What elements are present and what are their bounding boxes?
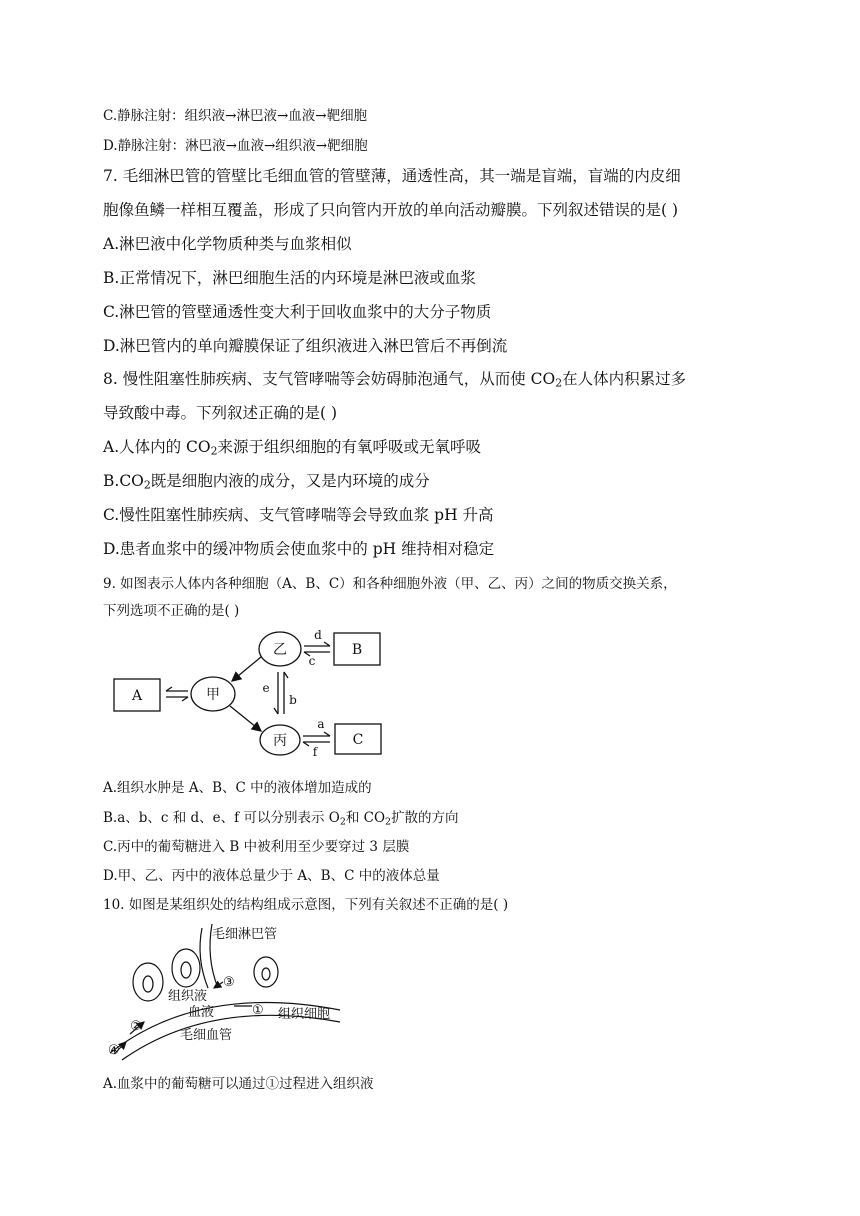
q7-option-c: C.淋巴管的管壁通透性变大利于回收血浆中的大分子物质 xyxy=(103,303,492,321)
label-c: C xyxy=(352,732,364,748)
q8-stem-subscript: 2 xyxy=(555,376,563,390)
label-tissue-cell: 组织细胞 xyxy=(278,1007,331,1022)
q9-option-b-part3: 扩散的方向 xyxy=(391,810,459,826)
q9-stem-line2: 下列选项不正确的是( ) xyxy=(103,603,240,619)
label-bing: 丙 xyxy=(273,733,287,749)
q7-option-b: B.正常情况下，淋巴细胞生活的内环境是淋巴液或血浆 xyxy=(103,269,476,287)
label-c-small: c xyxy=(308,654,316,668)
q9-option-b-subscript2: 2 xyxy=(385,816,392,828)
q8-stem-line1 xyxy=(103,367,686,390)
label-n3: ③ xyxy=(223,975,235,990)
label-n4: ④ xyxy=(108,1043,120,1058)
q7-option-d: D.淋巴管内的单向瓣膜保证了组织液进入淋巴管后不再倒流 xyxy=(103,337,508,355)
label-f: f xyxy=(312,745,318,759)
q8-option-a-part1: A.人体内的 CO xyxy=(103,438,211,456)
q10-tissue-diagram xyxy=(100,918,360,1063)
q8-option-d: D.患者血浆中的缓冲物质会使血浆中的 pH 维持相对稳定 xyxy=(103,540,495,558)
label-d: d xyxy=(314,628,322,642)
label-lymph: 毛细淋巴管 xyxy=(212,927,278,942)
label-b-small: b xyxy=(289,693,297,707)
label-n1: ① xyxy=(252,1003,264,1018)
q8-stem-line2: 导致酸中毒。下列叙述正确的是( ) xyxy=(103,404,338,422)
q10-option-a: A.血浆中的葡萄糖可以通过①过程进入组织液 xyxy=(103,1076,374,1092)
label-e: e xyxy=(262,681,270,695)
q8-option-a xyxy=(103,435,481,458)
q8-stem-line1-part2: 在人体内积累过多 xyxy=(562,370,687,388)
label-capillary: 毛细血管 xyxy=(180,1028,233,1043)
q8-option-a-part2: 来源于组织细胞的有氧呼吸或无氧呼吸 xyxy=(217,438,482,456)
q8-option-c: C.慢性阻塞性肺疾病、支气管哮喘等会导致血浆 pH 升高 xyxy=(103,506,494,524)
label-n2: ② xyxy=(130,1019,142,1034)
q8-option-b xyxy=(103,469,430,492)
q9-option-b-part1: B.a、b、c 和 d、e、f 可以分别表示 O xyxy=(103,810,340,826)
label-tissue-fluid: 组织液 xyxy=(168,989,208,1004)
q9-option-b xyxy=(103,806,459,827)
label-jia: 甲 xyxy=(206,687,220,703)
q9-exchange-diagram xyxy=(108,624,398,762)
q7-stem-line2: 胞像鱼鳞一样相互覆盖，形成了只向管内开放的单向活动瓣膜。下列叙述错误的是( ) xyxy=(103,201,679,219)
q9-option-b-subscript1: 2 xyxy=(339,816,346,828)
q8-stem-line1-part1: 8. 慢性阻塞性肺疾病、支气管哮喘等会妨碍肺泡通气，从而使 CO xyxy=(103,370,556,388)
q8-option-b-part2: 既是细胞内液的成分，又是内环境的成分 xyxy=(150,472,430,490)
q8-option-b-part1: B.CO xyxy=(103,472,144,490)
q8-option-a-subscript: 2 xyxy=(210,444,218,458)
q9-stem-line1: 9. 如图表示人体内各种细胞（A、B、C）和各种细胞外液（甲、乙、丙）之间的物质交换关系， xyxy=(103,576,677,592)
q7-option-a: A.淋巴液中化学物质种类与血浆相似 xyxy=(103,235,352,253)
q9-option-c: C.丙中的葡萄糖进入 B 中被利用至少要穿过 3 层膜 xyxy=(103,839,410,855)
q6-option-d: D.静脉注射：淋巴液→血液→组织液→靶细胞 xyxy=(103,138,368,154)
label-a: A xyxy=(131,688,143,704)
q9-option-d: D.甲、乙、丙中的液体总量少于 A、B、C 中的液体总量 xyxy=(103,868,440,884)
label-a-small: a xyxy=(317,717,325,731)
q10-stem: 10. 如图是某组织处的结构组成示意图，下列有关叙述不正确的是( ) xyxy=(103,897,509,913)
q9-option-b-part2: 和 CO xyxy=(345,810,386,826)
q6-option-c: C.静脉注射：组织液→淋巴液→血液→靶细胞 xyxy=(103,108,368,124)
label-b: B xyxy=(351,642,363,658)
q8-option-b-subscript: 2 xyxy=(143,478,151,492)
label-blood: 血液 xyxy=(188,1005,215,1020)
q7-stem-line1: 7. 毛细淋巴管的管壁比毛细血管的管壁薄，通透性高，其一端是盲端，盲端的内皮细 xyxy=(103,167,681,185)
q9-option-a: A.组织水肿是 A、B、C 中的液体增加造成的 xyxy=(103,780,372,796)
label-yi: 乙 xyxy=(273,642,287,658)
